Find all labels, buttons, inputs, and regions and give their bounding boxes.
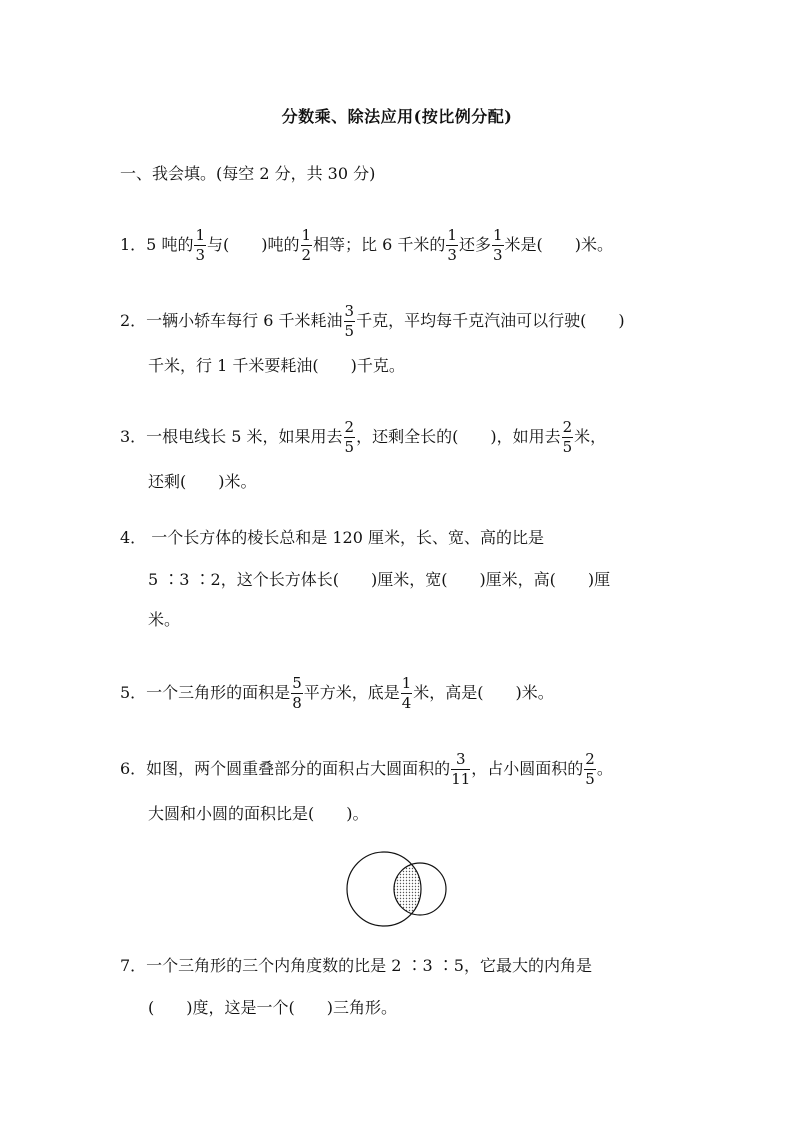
q5-text-3: 米，高是( )米。 <box>413 683 554 702</box>
q5-fraction-2: $\frac{1}{4}$ <box>401 674 412 712</box>
q3-text-1: 3．一根电线长 5 米，如果用去 <box>120 427 343 446</box>
question-4-line-2: 5 ∶3 ∶2，这个长方体长( )厘米，宽( )厘米，高( )厘 <box>148 570 611 589</box>
q1-fraction-1: $\frac{1}{3}$ <box>195 226 205 264</box>
question-7-line-2: ( )度，这是一个( )三角形。 <box>148 998 397 1017</box>
q5-fraction-1: $\frac{5}{8}$ <box>292 674 302 712</box>
q2-text-1: 2．一辆小轿车每行 6 千米耗油 <box>120 311 343 330</box>
q2-text-2: 千克，平均每千克汽油可以行驶( ) <box>356 311 625 330</box>
q3-fraction-2: $\frac{2}{5}$ <box>562 418 573 456</box>
q1-text-5: 米是( )米。 <box>504 235 614 254</box>
question-2 <box>120 304 625 339</box>
q2-fraction: $\frac{3}{5}$ <box>344 302 355 340</box>
question-3-line-2: 还剩( )米。 <box>148 472 257 491</box>
q5-text-2: 平方米，底是 <box>303 683 400 702</box>
q6-text-2: ，占小圆面积的 <box>471 759 584 778</box>
question-6 <box>120 752 613 787</box>
q5-text-1: 5．一个三角形的面积是 <box>120 683 291 702</box>
q1-fraction-4: $\frac{1}{3}$ <box>492 226 503 264</box>
q1-text-3: 相等；比 6 千米的 <box>313 235 446 254</box>
q6-fraction-2: $\frac{2}{5}$ <box>585 750 595 788</box>
q1-text-1: 1．5 吨的 <box>120 235 194 254</box>
question-5 <box>120 676 554 711</box>
q3-fraction-1: $\frac{2}{5}$ <box>344 418 355 456</box>
q1-fraction-2: $\frac{1}{2}$ <box>301 226 312 264</box>
question-3 <box>120 420 606 455</box>
overlapping-circles-diagram <box>330 843 460 933</box>
q6-text-3: 。 <box>596 759 613 778</box>
q6-text-1: 6．如图，两个圆重叠部分的面积占大圆面积的 <box>120 759 451 778</box>
section-heading: 一、我会填。(每空 2 分，共 30 分) <box>120 164 376 183</box>
q3-text-3: 米， <box>574 427 607 446</box>
q6-fraction-1: $\frac{3}{11}$ <box>451 750 471 788</box>
question-7: 7．一个三角形的三个内角度数的比是 2 ∶3 ∶5，它最大的内角是 <box>120 956 592 975</box>
question-4: 4． 一个长方体的棱长总和是 120 厘米，长、宽、高的比是 <box>120 528 544 547</box>
q3-text-2: ，还剩全长的( )，如用去 <box>356 427 561 446</box>
q1-text-4: 还多 <box>458 235 491 254</box>
page-title: 分数乘、除法应用(按比例分配) <box>281 107 513 126</box>
question-4-line-3: 米。 <box>148 610 181 629</box>
q1-text-2: 与( )吨的 <box>207 235 300 254</box>
q1-fraction-3: $\frac{1}{3}$ <box>447 226 457 264</box>
question-6-line-2: 大圆和小圆的面积比是( )。 <box>148 804 369 823</box>
question-1 <box>120 228 613 263</box>
question-2-line-2: 千米，行 1 千米要耗油( )千克。 <box>148 356 405 375</box>
